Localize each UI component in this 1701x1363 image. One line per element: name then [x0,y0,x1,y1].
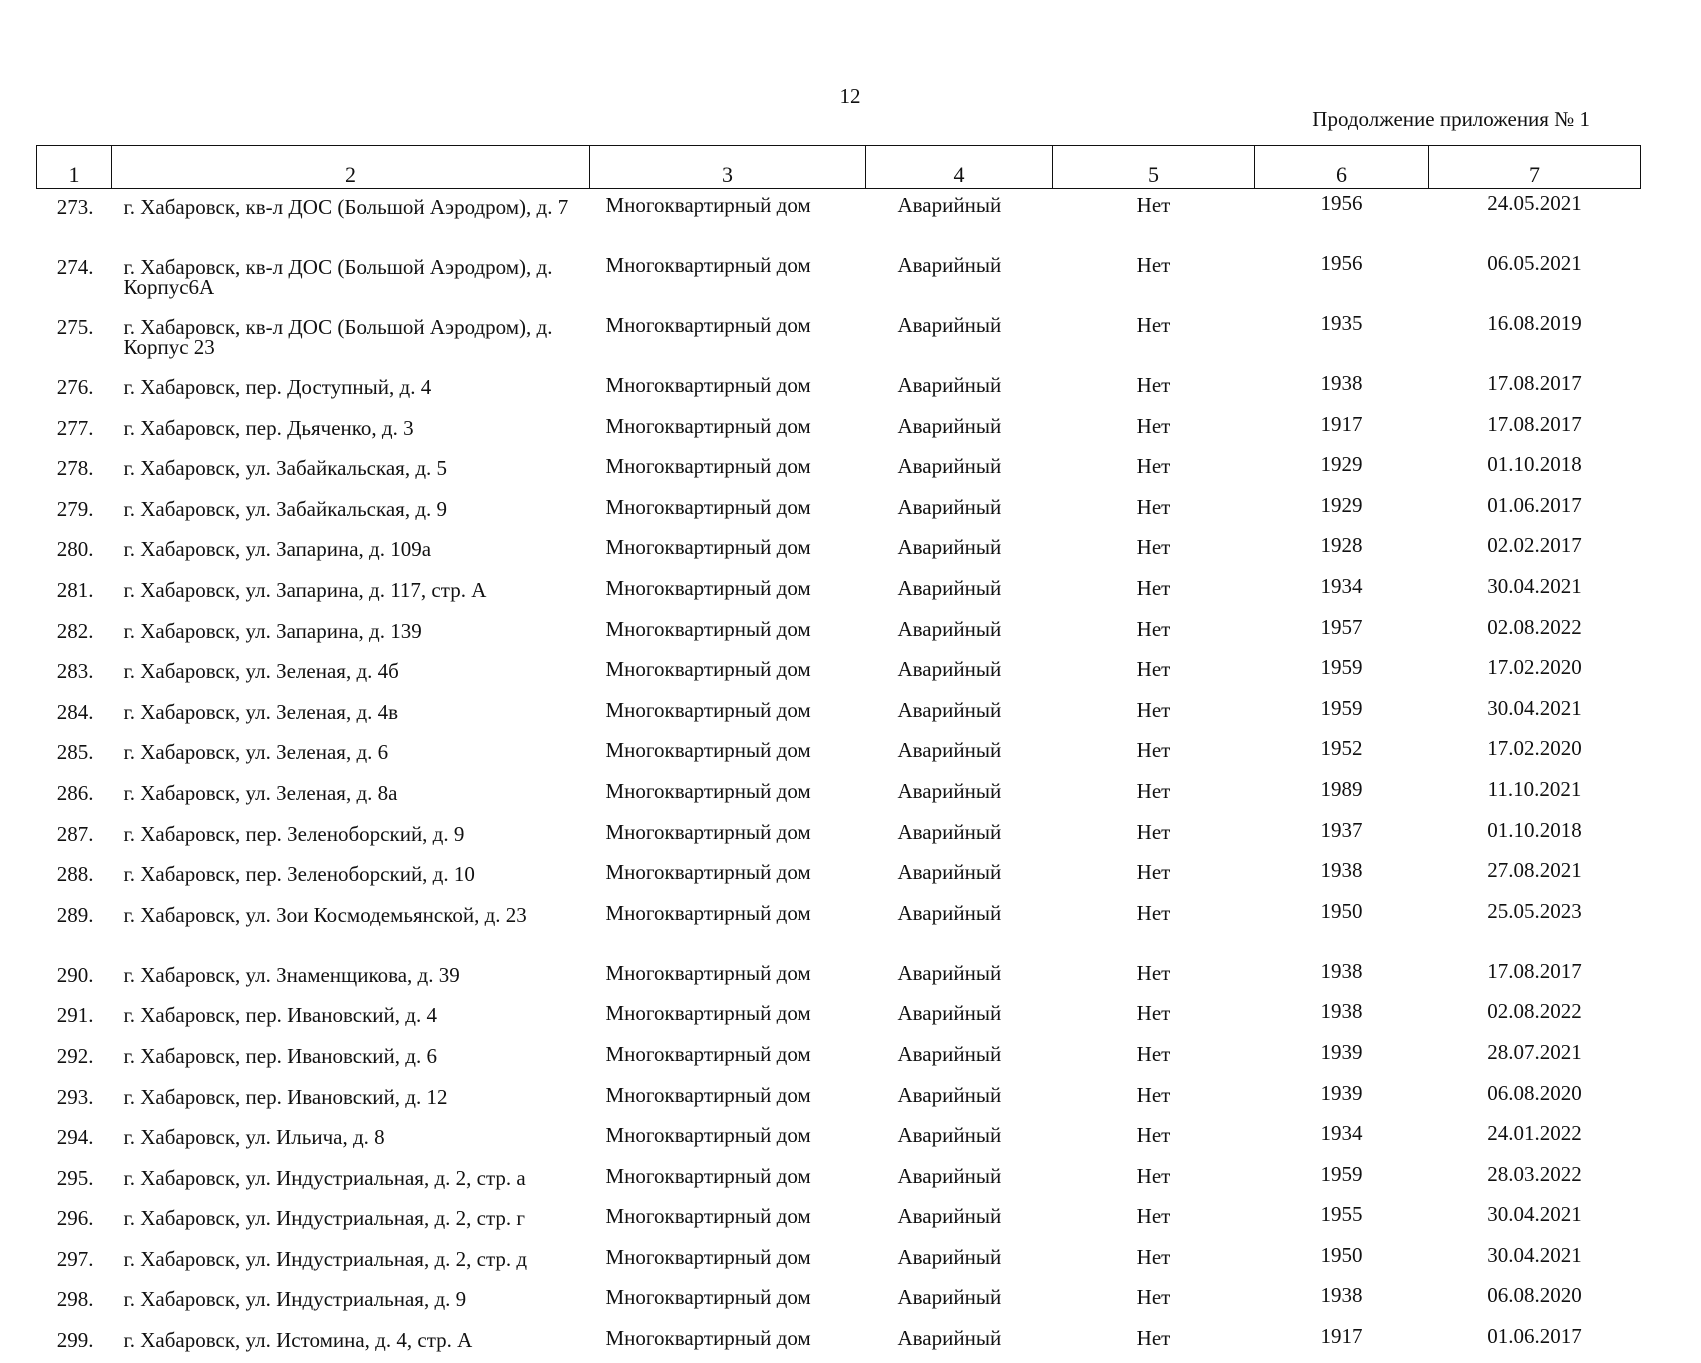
row-number: 298. [56,1287,94,1312]
header-col-7: 7 [1429,146,1641,189]
table-row [37,1241,1641,1282]
row-year: 1950 [1320,1242,1363,1267]
row-date: 30.04.2021 [1487,695,1582,720]
row-year: 1959 [1320,695,1363,720]
row-year: 1929 [1320,492,1363,517]
row-flag: Нет [1136,778,1171,803]
row-address: г. Хабаровск, пер. Ивановский, д. 12 [123,1084,448,1109]
row-date: 01.10.2018 [1487,817,1582,842]
row-status: Аварийный [897,494,1002,519]
row-status: Аварийный [897,1001,1002,1026]
table-row [37,897,1641,957]
row-date: 01.10.2018 [1487,452,1582,477]
row-flag: Нет [1136,738,1171,763]
row-status: Аварийный [897,960,1002,985]
row-number: 274. [56,255,94,279]
row-address: г. Хабаровск, ул. Индустриальная, д. 2, стр. д [123,1246,528,1271]
row-year: 1917 [1320,1324,1363,1349]
row-number: 277. [56,415,94,440]
row-number: 291. [56,1003,94,1028]
row-flag: Нет [1136,1163,1171,1188]
row-building-type: Многоквартирный дом [605,1123,811,1148]
row-date: 17.02.2020 [1487,736,1582,761]
row-number: 273. [56,195,94,219]
table-row [37,734,1641,775]
table-header [37,146,1641,189]
row-year: 1917 [1320,411,1363,436]
row-date: 02.08.2022 [1487,614,1582,639]
row-status: Аварийный [897,900,1002,925]
row-address: г. Хабаровск, ул. Зеленая, д. 6 [123,740,389,765]
table-row [37,1160,1641,1201]
row-year: 1939 [1320,1080,1363,1105]
row-building-type: Многоквартирный дом [605,778,811,803]
row-date: 25.05.2023 [1487,898,1582,923]
row-address: г. Хабаровск, ул. Ильича, д. 8 [123,1125,385,1150]
row-address: г. Хабаровск, ул. Запарина, д. 117, стр. А [123,577,487,602]
row-building-type: Многоквартирный дом [605,738,811,763]
row-address: г. Хабаровск, пер. Ивановский, д. 4 [123,1003,437,1028]
row-address: г. Хабаровск, ул. Индустриальная, д. 2, стр. г [123,1206,526,1231]
table-row [37,694,1641,735]
row-year: 1959 [1320,1161,1363,1186]
row-flag: Нет [1136,1041,1171,1066]
row-address: г. Хабаровск, пер. Доступный, д. 4 [123,375,432,399]
row-number: 295. [56,1165,94,1190]
row-year: 1939 [1320,1039,1363,1064]
table-body [37,189,1641,1363]
row-flag: Нет [1136,1244,1171,1269]
row-date: 02.02.2017 [1487,533,1582,558]
row-flag: Нет [1136,413,1171,438]
row-status: Аварийный [897,1123,1002,1148]
row-status: Аварийный [897,819,1002,844]
row-status: Аварийный [897,413,1002,438]
row-number: 281. [56,577,94,602]
row-flag: Нет [1136,697,1171,722]
row-building-type: Многоквартирный дом [605,193,811,217]
row-building-type: Многоквартирный дом [605,1041,811,1066]
table-row [37,613,1641,654]
header-col-3: 3 [590,146,866,189]
row-status: Аварийный [897,1163,1002,1188]
row-building-type: Многоквартирный дом [605,819,811,844]
table-row [37,957,1641,998]
row-building-type: Многоквартирный дом [605,535,811,560]
row-flag: Нет [1136,1123,1171,1148]
row-number: 282. [56,618,94,643]
row-date: 17.08.2017 [1487,371,1582,395]
table-row [37,572,1641,613]
row-number: 290. [56,962,94,987]
row-address: г. Хабаровск, ул. Истомина, д. 4, стр. А [123,1328,473,1353]
row-year: 1935 [1320,311,1363,335]
row-flag: Нет [1136,960,1171,985]
row-year: 1938 [1320,371,1363,395]
row-year: 1955 [1320,1202,1363,1227]
row-status: Аварийный [897,1082,1002,1107]
table-row [37,189,1641,250]
row-status: Аварийный [897,657,1002,682]
row-address: г. Хабаровск, ул. Индустриальная, д. 2, стр. а [123,1165,526,1190]
row-date: 17.08.2017 [1487,411,1582,436]
table-row [37,491,1641,532]
header-col-1: 1 [37,146,112,189]
table-row [37,1038,1641,1079]
row-date: 06.08.2020 [1487,1283,1582,1308]
row-building-type: Многоквартирный дом [605,960,811,985]
row-date: 28.03.2022 [1487,1161,1582,1186]
row-status: Аварийный [897,454,1002,479]
row-building-type: Многоквартирный дом [605,494,811,519]
row-status: Аварийный [897,253,1002,277]
row-building-type: Многоквартирный дом [605,1204,811,1229]
row-number: 280. [56,537,94,562]
table-row [37,1200,1641,1241]
houses-table [36,145,1641,1363]
row-flag: Нет [1136,373,1171,397]
row-status: Аварийный [897,535,1002,560]
table-row [37,775,1641,816]
row-status: Аварийный [897,373,1002,397]
row-number: 296. [56,1206,94,1231]
row-flag: Нет [1136,819,1171,844]
row-status: Аварийный [897,1041,1002,1066]
row-flag: Нет [1136,616,1171,641]
row-status: Аварийный [897,1285,1002,1310]
row-address: г. Хабаровск, пер. Зеленоборский, д. 10 [123,862,475,887]
row-building-type: Многоквартирный дом [605,616,811,641]
row-status: Аварийный [897,616,1002,641]
row-address: г. Хабаровск, кв-л ДОС (Большой Аэродром), д. Корпус6А [123,255,553,299]
row-year: 1938 [1320,999,1363,1024]
row-number: 289. [56,902,94,927]
row-flag: Нет [1136,1204,1171,1229]
row-number: 287. [56,821,94,846]
header-col-6: 6 [1255,146,1429,189]
table-row [37,531,1641,572]
table-row [37,1119,1641,1160]
row-building-type: Многоквартирный дом [605,657,811,682]
row-status: Аварийный [897,575,1002,600]
row-number: 297. [56,1246,94,1271]
row-flag: Нет [1136,193,1171,217]
row-date: 27.08.2021 [1487,858,1582,883]
row-flag: Нет [1136,454,1171,479]
row-number: 278. [56,456,94,481]
row-number: 286. [56,780,94,805]
table-row [37,410,1641,451]
row-date: 17.02.2020 [1487,655,1582,680]
row-flag: Нет [1136,1082,1171,1107]
row-date: 11.10.2021 [1487,776,1582,801]
row-date: 30.04.2021 [1487,1242,1582,1267]
page-number: 12 [839,84,861,108]
header-col-5: 5 [1053,146,1255,189]
row-flag: Нет [1136,535,1171,560]
table-row [37,249,1641,309]
table-row [37,1322,1641,1363]
table-row [37,653,1641,694]
row-status: Аварийный [897,1326,1002,1351]
row-building-type: Многоквартирный дом [605,900,811,925]
row-number: 293. [56,1084,94,1109]
row-flag: Нет [1136,1285,1171,1310]
row-status: Аварийный [897,860,1002,885]
row-flag: Нет [1136,494,1171,519]
row-status: Аварийный [897,193,1002,217]
header-col-2: 2 [112,146,590,189]
table-row [37,369,1641,410]
row-flag: Нет [1136,1326,1171,1351]
row-address: г. Хабаровск, ул. Зои Космодемьянской, д. 23 [123,902,527,927]
row-status: Аварийный [897,778,1002,803]
row-year: 1929 [1320,452,1363,477]
table-row [37,997,1641,1038]
row-date: 24.05.2021 [1487,191,1582,215]
row-number: 284. [56,699,94,724]
row-flag: Нет [1136,313,1171,337]
table-row [37,450,1641,491]
row-address: г. Хабаровск, ул. Запарина, д. 139 [123,618,422,643]
row-year: 1956 [1320,251,1363,275]
row-address: г. Хабаровск, пер. Дьяченко, д. 3 [123,415,414,440]
row-address: г. Хабаровск, ул. Зеленая, д. 8а [123,780,398,805]
row-year: 1938 [1320,858,1363,883]
row-flag: Нет [1136,1001,1171,1026]
row-number: 285. [56,740,94,765]
row-building-type: Многоквартирный дом [605,1163,811,1188]
row-year: 1952 [1320,736,1363,761]
row-year: 1959 [1320,655,1363,680]
row-address: г. Хабаровск, ул. Зеленая, д. 4в [123,699,399,724]
row-year: 1989 [1320,776,1363,801]
row-date: 02.08.2022 [1487,999,1582,1024]
row-number: 292. [56,1043,94,1068]
row-year: 1957 [1320,614,1363,639]
row-year: 1934 [1320,573,1363,598]
row-building-type: Многоквартирный дом [605,1244,811,1269]
row-building-type: Многоквартирный дом [605,253,811,277]
table-row [37,816,1641,857]
row-building-type: Многоквартирный дом [605,313,811,337]
row-address: г. Хабаровск, ул. Знаменщикова, д. 39 [123,962,460,987]
row-year: 1938 [1320,1283,1363,1308]
row-address: г. Хабаровск, ул. Зеленая, д. 4б [123,659,399,684]
row-status: Аварийный [897,1244,1002,1269]
table-row [37,1281,1641,1322]
row-address: г. Хабаровск, ул. Забайкальская, д. 5 [123,456,448,481]
row-number: 283. [56,659,94,684]
row-status: Аварийный [897,738,1002,763]
row-date: 24.01.2022 [1487,1121,1582,1146]
table-row [37,309,1641,369]
row-flag: Нет [1136,253,1171,277]
row-date: 30.04.2021 [1487,573,1582,598]
row-date: 01.06.2017 [1487,1324,1582,1349]
row-building-type: Многоквартирный дом [605,575,811,600]
row-year: 1956 [1320,191,1363,215]
row-status: Аварийный [897,1204,1002,1229]
row-building-type: Многоквартирный дом [605,1001,811,1026]
row-building-type: Многоквартирный дом [605,697,811,722]
table-row [37,1079,1641,1120]
continuation-label: Продолжение приложения № 1 [1312,107,1590,131]
row-address: г. Хабаровск, пер. Зеленоборский, д. 9 [123,821,465,846]
row-address: г. Хабаровск, кв-л ДОС (Большой Аэродром), д. Корпус 23 [123,315,553,359]
row-building-type: Многоквартирный дом [605,860,811,885]
row-year: 1934 [1320,1121,1363,1146]
row-date: 16.08.2019 [1487,311,1582,335]
row-year: 1928 [1320,533,1363,558]
row-flag: Нет [1136,860,1171,885]
row-year: 1937 [1320,817,1363,842]
row-building-type: Многоквартирный дом [605,1326,811,1351]
header-col-4: 4 [866,146,1053,189]
row-number: 279. [56,496,94,521]
row-address: г. Хабаровск, ул. Индустриальная, д. 9 [123,1287,467,1312]
row-date: 06.08.2020 [1487,1080,1582,1105]
row-status: Аварийный [897,313,1002,337]
row-date: 28.07.2021 [1487,1039,1582,1064]
row-year: 1950 [1320,898,1363,923]
row-date: 06.05.2021 [1487,251,1582,275]
row-number: 288. [56,862,94,887]
row-number: 275. [56,315,94,339]
row-flag: Нет [1136,657,1171,682]
header-row [37,146,1641,189]
row-address: г. Хабаровск, ул. Забайкальская, д. 9 [123,496,448,521]
row-building-type: Многоквартирный дом [605,373,811,397]
row-address: г. Хабаровск, кв-л ДОС (Большой Аэродром), д. 7 [123,195,569,219]
row-building-type: Многоквартирный дом [605,413,811,438]
row-number: 299. [56,1328,94,1353]
row-status: Аварийный [897,697,1002,722]
row-number: 294. [56,1125,94,1150]
row-building-type: Многоквартирный дом [605,1285,811,1310]
row-date: 01.06.2017 [1487,492,1582,517]
row-flag: Нет [1136,900,1171,925]
row-flag: Нет [1136,575,1171,600]
row-number: 276. [56,375,94,399]
row-date: 17.08.2017 [1487,958,1582,983]
row-date: 30.04.2021 [1487,1202,1582,1227]
row-address: г. Хабаровск, ул. Запарина, д. 109а [123,537,432,562]
row-year: 1938 [1320,958,1363,983]
row-building-type: Многоквартирный дом [605,454,811,479]
row-building-type: Многоквартирный дом [605,1082,811,1107]
row-address: г. Хабаровск, пер. Ивановский, д. 6 [123,1043,437,1068]
table-row [37,856,1641,897]
